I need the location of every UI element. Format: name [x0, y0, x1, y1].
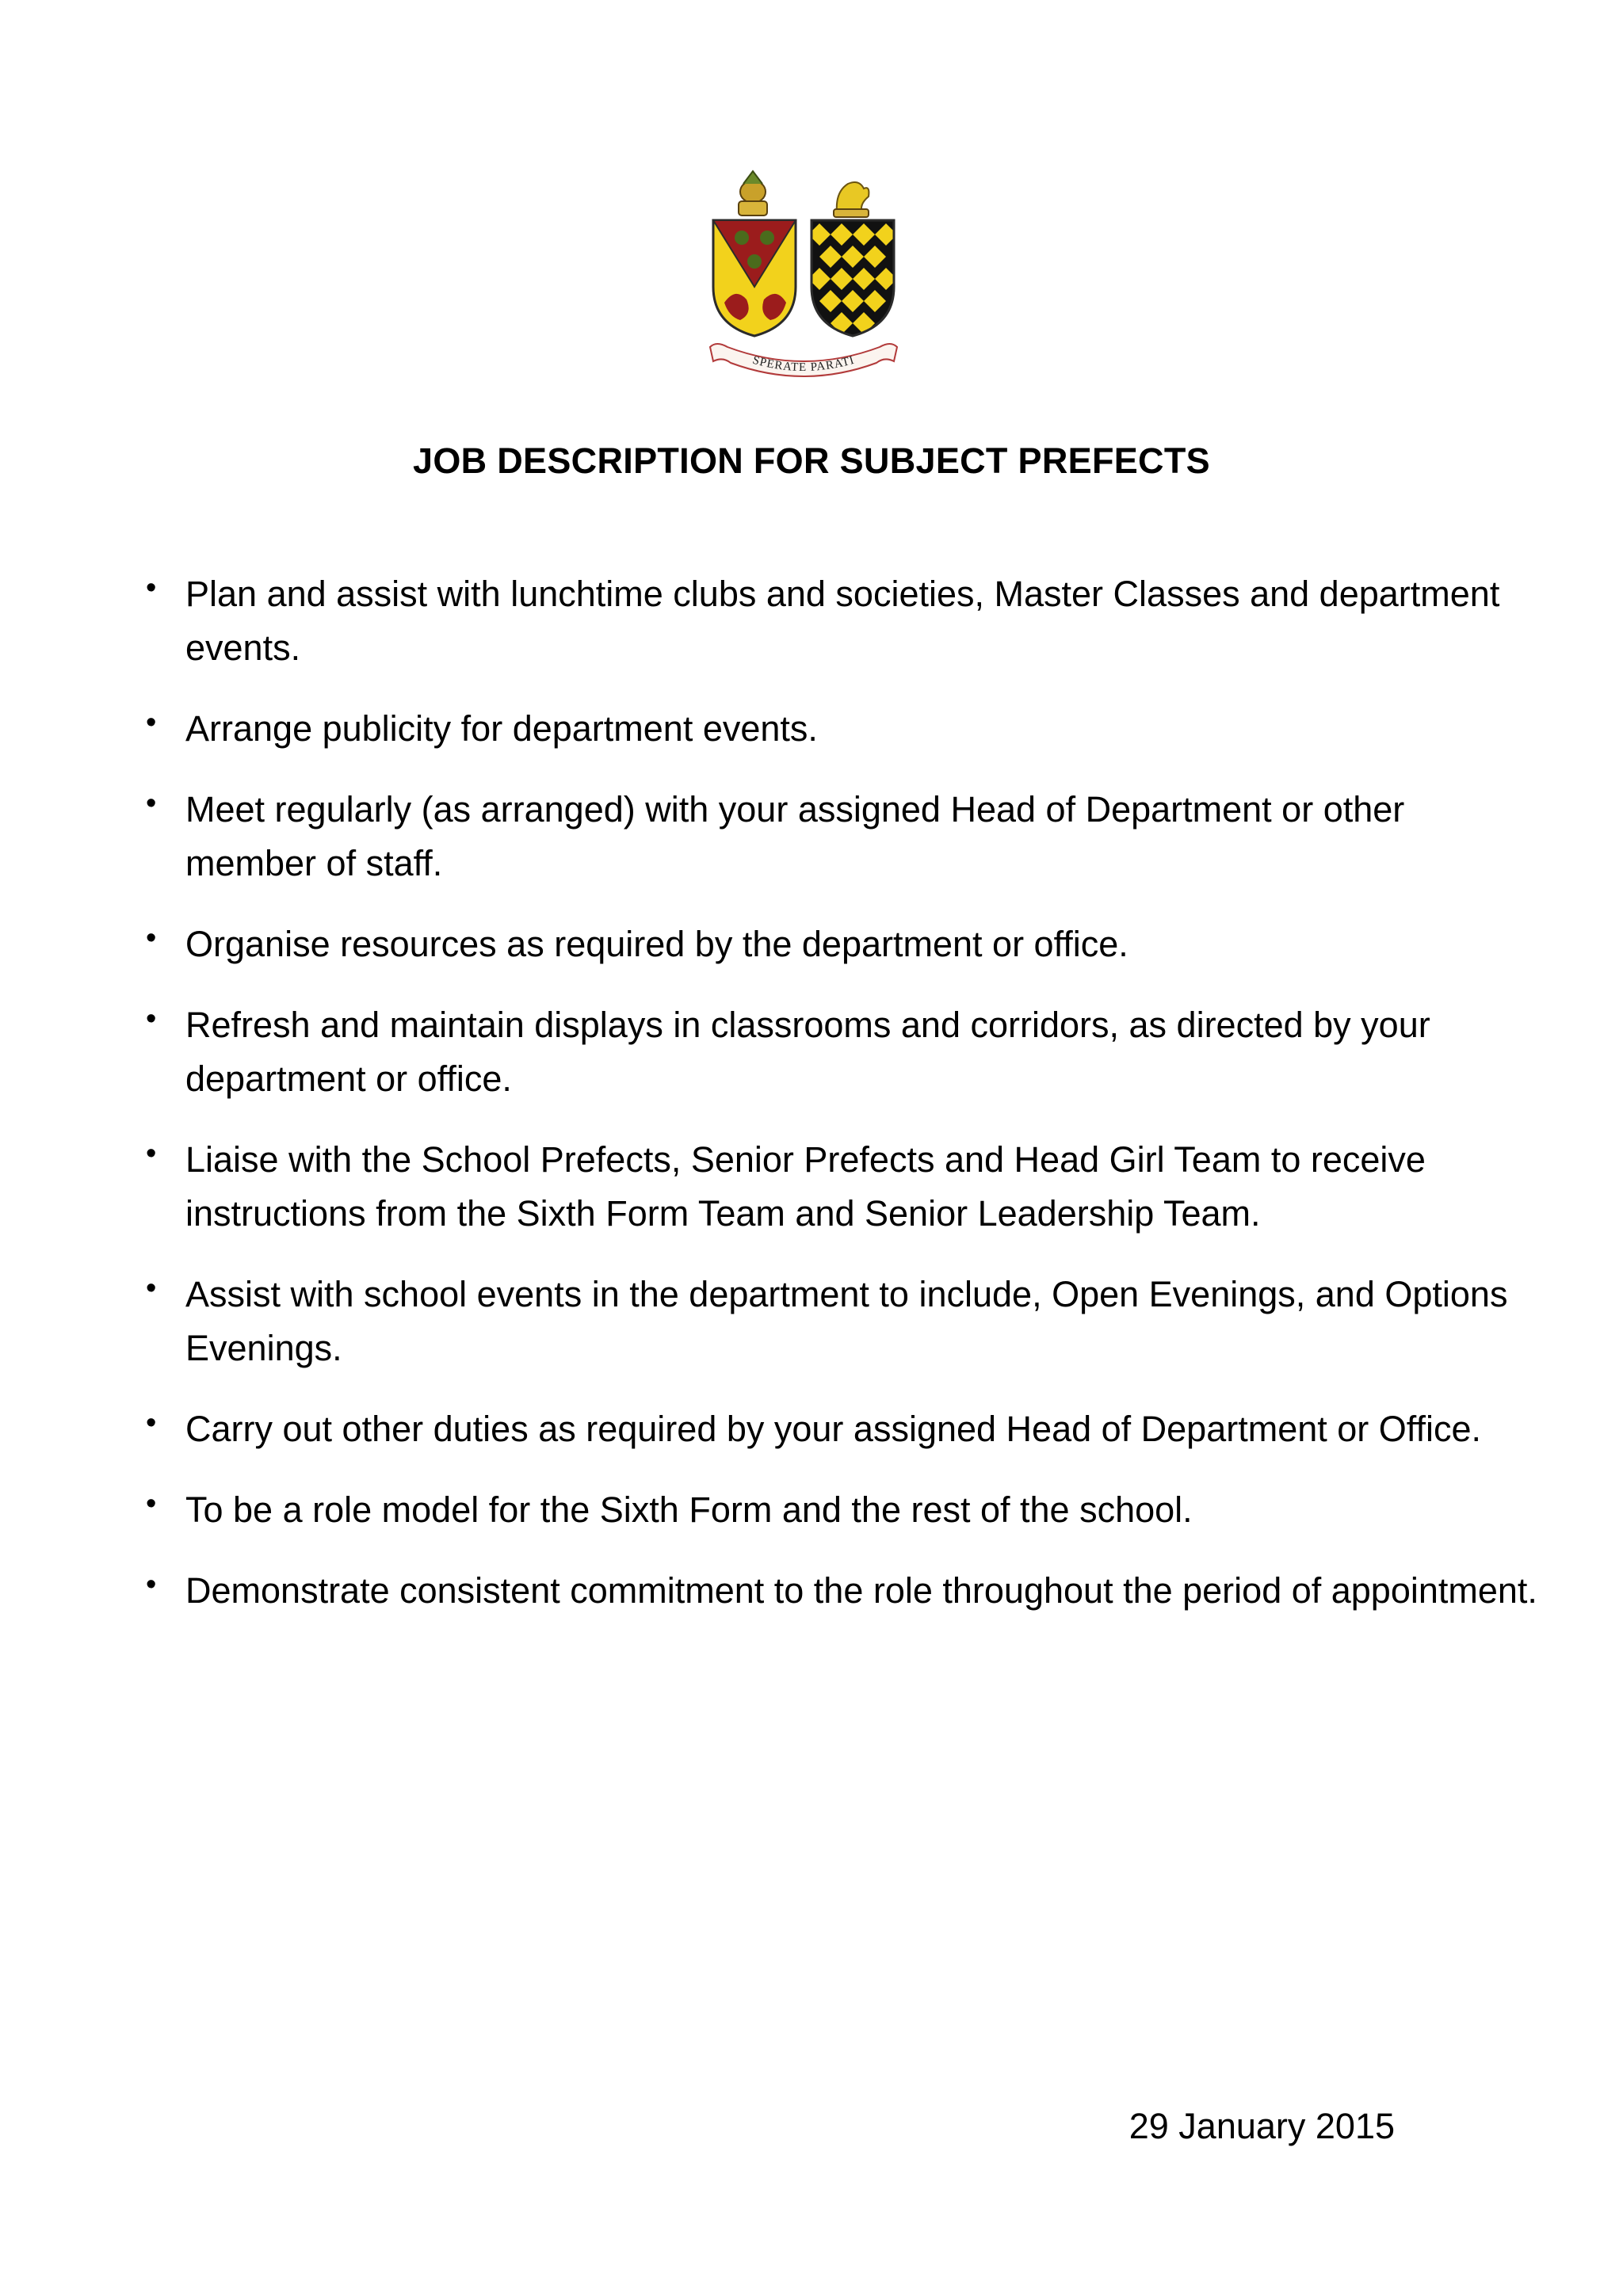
list-item — [146, 917, 1541, 971]
bullet-icon: • — [146, 787, 157, 820]
duty-text: To be a role model for the Sixth Form and the rest of the school. — [185, 1489, 1193, 1530]
list-item — [146, 702, 1541, 756]
duty-text: Plan and assist with lunchtime clubs and societies, Master Classes and department events. — [185, 574, 1500, 668]
left-helm-icon — [739, 171, 767, 215]
list-item — [146, 998, 1541, 1106]
duties-list — [146, 567, 1541, 1645]
duty-text: Assist with school events in the department to include, Open Evenings, and Options Evenings. — [185, 1274, 1508, 1368]
bullet-icon: • — [146, 1272, 157, 1305]
duty-text: Refresh and maintain displays in classrooms and corridors, as directed by your department or office. — [185, 1005, 1430, 1099]
left-shield-icon — [713, 220, 796, 336]
bullet-icon: • — [146, 921, 157, 955]
duty-text: Demonstrate consistent commitment to the role throughout the period of appointment. — [185, 1570, 1537, 1611]
motto-scroll — [710, 344, 897, 376]
duty-text: Arrange publicity for department events. — [185, 708, 818, 749]
bullet-icon: • — [146, 1002, 157, 1035]
school-crest-logo — [701, 168, 907, 390]
bullet-icon: • — [146, 1137, 157, 1170]
list-item — [146, 1483, 1541, 1537]
motto-text: SPERATE PARATI — [750, 353, 857, 375]
duty-text: Meet regularly (as arranged) with your assigned Head of Department or other member of staff. — [185, 789, 1405, 883]
document-date: 29 January 2015 — [1128, 2106, 1395, 2146]
list-item — [146, 1564, 1541, 1618]
list-item — [146, 1402, 1541, 1456]
list-item — [146, 1133, 1541, 1241]
duty-text: Liaise with the School Prefects, Senior Prefects and Head Girl Team to receive instructions from the Sixth Form Team and Senior Leadership Team. — [185, 1139, 1426, 1234]
list-item — [146, 1268, 1541, 1375]
page-title: JOB DESCRIPTION FOR SUBJECT PREFECTS — [413, 441, 1210, 481]
bullet-icon: • — [146, 1568, 157, 1601]
bullet-icon: • — [146, 1487, 157, 1520]
duty-text: Carry out other duties as required by your assigned Head of Department or Office. — [185, 1409, 1482, 1449]
duty-text: Organise resources as required by the department or office. — [185, 924, 1128, 964]
list-item — [146, 567, 1541, 675]
right-shield-icon — [808, 220, 897, 336]
bullet-icon: • — [146, 571, 157, 605]
bullet-icon: • — [146, 706, 157, 739]
lion-crest-icon — [834, 182, 869, 217]
list-item — [146, 783, 1541, 891]
bullet-icon: • — [146, 1406, 157, 1440]
